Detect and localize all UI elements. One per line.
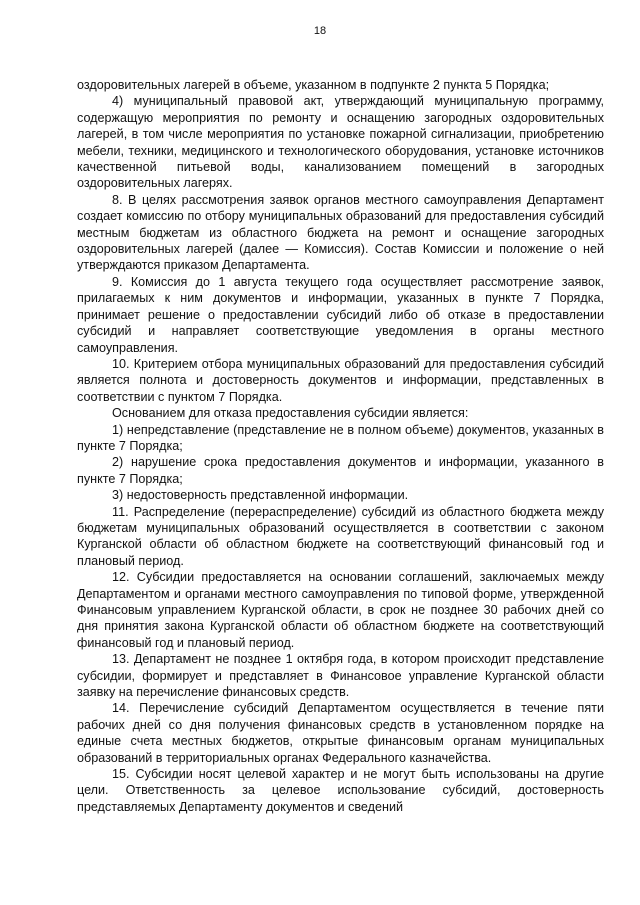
paragraph-1-continuation: оздоровительных лагерей в объеме, указанном в подпункте 2 пункта 5 Порядка; (77, 78, 550, 92)
paragraph-13: 13. Департамент не позднее 1 октября года, в котором происходит представление субсидии, формирует и представляет в Финансовое управление Курганской области заявку на перечисление финансовых средств. (77, 652, 604, 700)
paragraph-11: 11. Распределение (перераспределение) субсидий из областного бюджета между бюджетам муниципальных образований осуществляется в соответствии с законом Курганской области об областном бюджете на соответствующий финансовый год и плановый период. (77, 504, 604, 568)
paragraph-15: 15. Субсидии носят целевой характер и не могут быть использованы на другие цели. Ответственность за целевое использование субсидий, достоверность представляемых Департаменту документов и сведений (77, 767, 604, 814)
document-body (77, 77, 604, 815)
paragraph-12: 12. Субсидии предоставляется на основании соглашений, заключаемых между Департаментом и органами местного самоуправления по типовой форме, утвержденной Финансовым управлением Курганской области, в срок не позднее 30 рабочих дней со дня принятия закона Курганской области об областном бюджете на соответствующий финансовый год и плановый период. (77, 570, 604, 650)
paragraph-refusal-item-2: 2) нарушение срока предоставления документов и информации, указанного в пункте 7 Порядка; (77, 455, 604, 486)
paragraph-refusal-grounds: Основанием для отказа предоставления субсидии является: (112, 406, 469, 421)
paragraph-refusal-item-1: 1) непредставление (представление не в полном объеме) документов, указанных в пункте 7 Порядка; (77, 422, 604, 453)
paragraph-refusal-item-3: 3) недостоверность представленной информации. (112, 488, 409, 503)
paragraph-14: 14. Перечисление субсидий Департаментом осуществляется в течение пяти рабочих дней со дня получения финансовых средств в установленном порядке на единые счета местных бюджетов, открытые финансовым органам муниципальных образований в территориальных органах Федерального казначейства. (77, 701, 604, 765)
page-number: 18 (313, 25, 327, 37)
paragraph-9: 9. Комиссия до 1 августа текущего года осуществляет рассмотрение заявок, прилагаемых к ним документов и информации, указанных в пункте 7 Порядка, принимает решение о предоставлении субсидий либо об отказе в предоставлении субсидий и направляет соответствующие уведомления в органы местного самоуправления. (77, 274, 604, 355)
paragraph-item-4: 4) муниципальный правовой акт, утверждающий муниципальную программу, содержащую мероприятия по ремонту и оснащению загородных оздоровительных лагерей, в том числе мероприятия по установке пожарной сигнализации, приобретению мебели, техники, медицинского и технологического оборудования, установке источников качественной питьевой воды, канализованием помещений в загородных оздоровительных лагерях. (77, 94, 604, 191)
paragraph-10: 10. Критерием отбора муниципальных образований для предоставления субсидий является полнота и достоверность документов и информации, представленных в соответствии с пунктом 7 Порядка. (77, 356, 604, 404)
paragraph-8: 8. В целях рассмотрения заявок органов местного самоуправления Департамент создает комиссию по отбору муниципальных образований для предоставления субсидий местным бюджетам из областного бюджета на ремонт и оснащение загородных оздоровительных лагерей (далее — Комиссия). Состав Комиссии и положение о ней утверждаются приказом Департамента. (77, 192, 604, 273)
